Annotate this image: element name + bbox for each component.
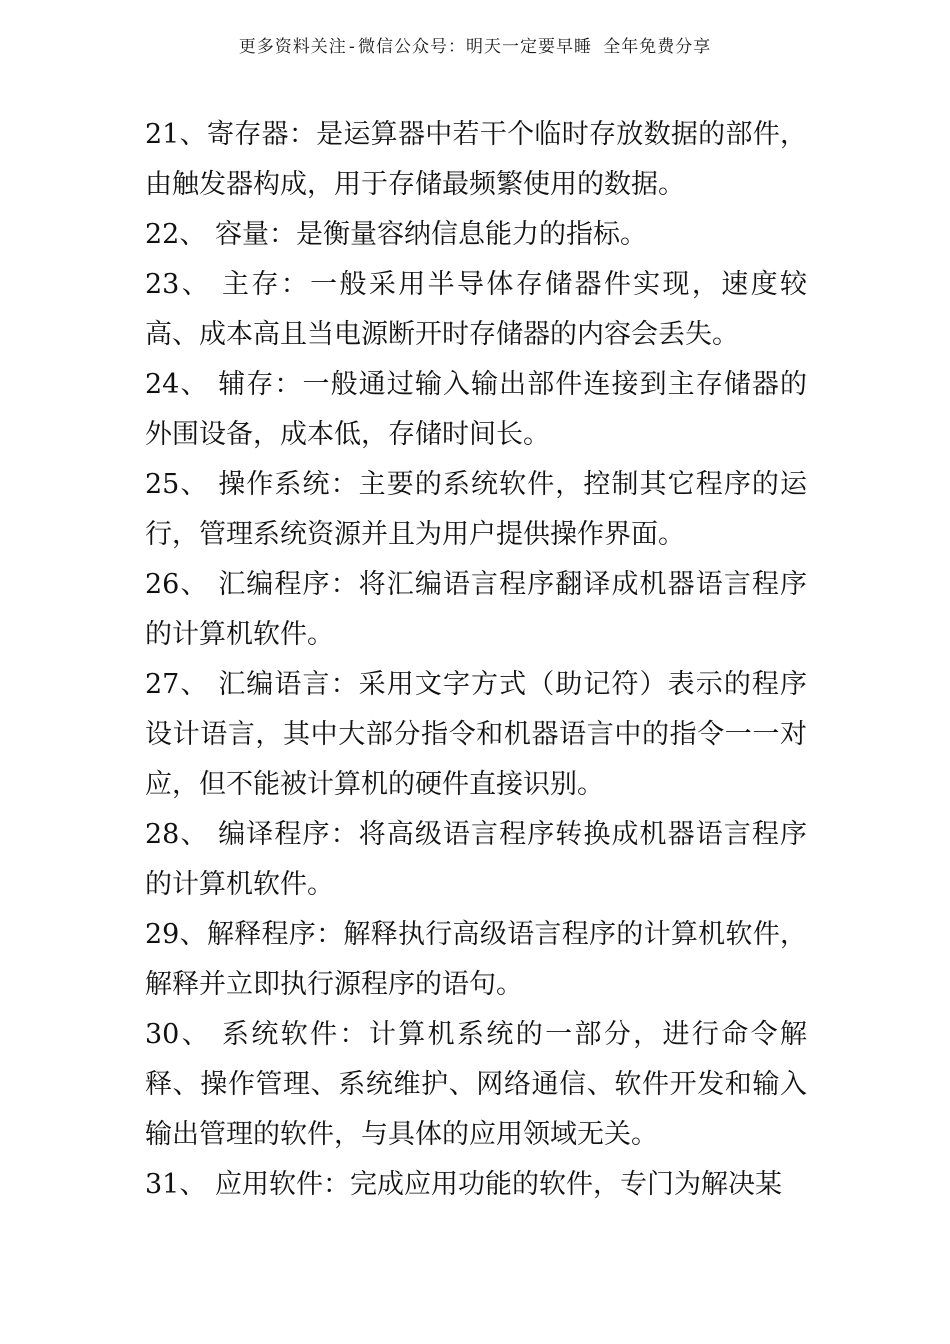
entry-22	[145, 210, 807, 260]
entry-25	[145, 460, 807, 560]
entry-definition: 采用文字方式（助记符）表示的程序设计语言，其中大部分指令和机器语言中的指令一一对应，但不能被计算机的硬件直接识别。	[145, 669, 808, 800]
entry-term: 系统软件	[211, 1019, 340, 1050]
document-body	[145, 110, 807, 1210]
entry-separator: ：	[288, 119, 317, 150]
entry-separator: ：	[330, 819, 359, 850]
entry-number: 26、	[145, 569, 209, 600]
entry-separator: ：	[316, 919, 344, 950]
entry-31	[145, 1160, 807, 1210]
entry-definition: 将高级语言程序转换成机器语言程序的计算机软件。	[145, 819, 808, 900]
entry-term: 辅存	[208, 369, 275, 400]
entry-term: 汇编程序	[208, 569, 331, 600]
entry-separator: ：	[274, 369, 303, 400]
entry-term: 应用软件	[206, 1169, 323, 1200]
entry-separator: ：	[330, 669, 359, 700]
entry-26	[145, 560, 807, 660]
entry-23	[145, 260, 807, 360]
entry-number: 21、	[145, 119, 207, 150]
entry-number: 29、	[145, 919, 207, 950]
entry-27	[145, 660, 807, 810]
entry-definition: 完成应用功能的软件，专门为解决某	[349, 1169, 782, 1200]
entry-24	[145, 360, 807, 460]
entry-number: 23、	[145, 269, 212, 300]
entry-number: 28、	[145, 819, 209, 850]
entry-term: 主存	[211, 269, 281, 300]
entry-number: 31、	[145, 1169, 207, 1200]
entry-definition: 主要的系统软件，控制其它程序的运行，管理系统资源并且为用户提供操作界面。	[145, 469, 808, 550]
entry-definition: 是衡量容纳信息能力的指标。	[295, 219, 647, 250]
entry-term: 汇编语言	[208, 669, 331, 700]
entry-definition: 是运算器中若干个临时存放数据的部件，由触发器构成，用于存储最频繁使用的数据。	[145, 119, 808, 200]
entry-separator: ：	[330, 469, 359, 500]
entry-separator: ：	[339, 1019, 369, 1050]
entry-term: 寄存器	[206, 119, 289, 150]
entry-term: 解释程序	[206, 919, 317, 950]
entry-separator: ：	[330, 569, 359, 600]
entry-separator: ：	[280, 269, 311, 300]
entry-definition: 将汇编语言程序翻译成机器语言程序的计算机软件。	[145, 569, 808, 650]
entry-term: 操作系统	[208, 469, 331, 500]
entry-28	[145, 810, 807, 910]
entry-number: 25、	[145, 469, 209, 500]
entry-definition: 一般采用半导体存储器件实现，速度较高、成本高且当电源断开时存储器的内容会丢失。	[145, 269, 808, 350]
entry-term: 容量	[206, 219, 269, 250]
entry-number: 24、	[145, 369, 209, 400]
entry-29	[145, 910, 807, 1010]
entry-separator: ：	[268, 219, 296, 250]
entry-definition: 计算机系统的一部分，进行命令解释、操作管理、系统维护、网络通信、软件开发和输入输出管理的软件，与具体的应用领域无关。	[145, 1019, 808, 1150]
page-header: 更多资料关注-微信公众号：明天一定要早睡 全年免费分享	[238, 37, 712, 57]
entry-number: 22、	[145, 219, 207, 250]
entry-term: 编译程序	[208, 819, 331, 850]
entry-number: 27、	[145, 669, 209, 700]
entry-definition: 一般通过输入输出部件连接到主存储器的外围设备，成本低，存储时间长。	[145, 369, 808, 450]
entry-30	[145, 1010, 807, 1160]
entry-21	[145, 110, 807, 210]
entry-separator: ：	[322, 1169, 350, 1200]
entry-number: 30、	[145, 1019, 212, 1050]
entry-definition: 解释执行高级语言程序的计算机软件，解释并立即执行源程序的语句。	[145, 919, 808, 1000]
